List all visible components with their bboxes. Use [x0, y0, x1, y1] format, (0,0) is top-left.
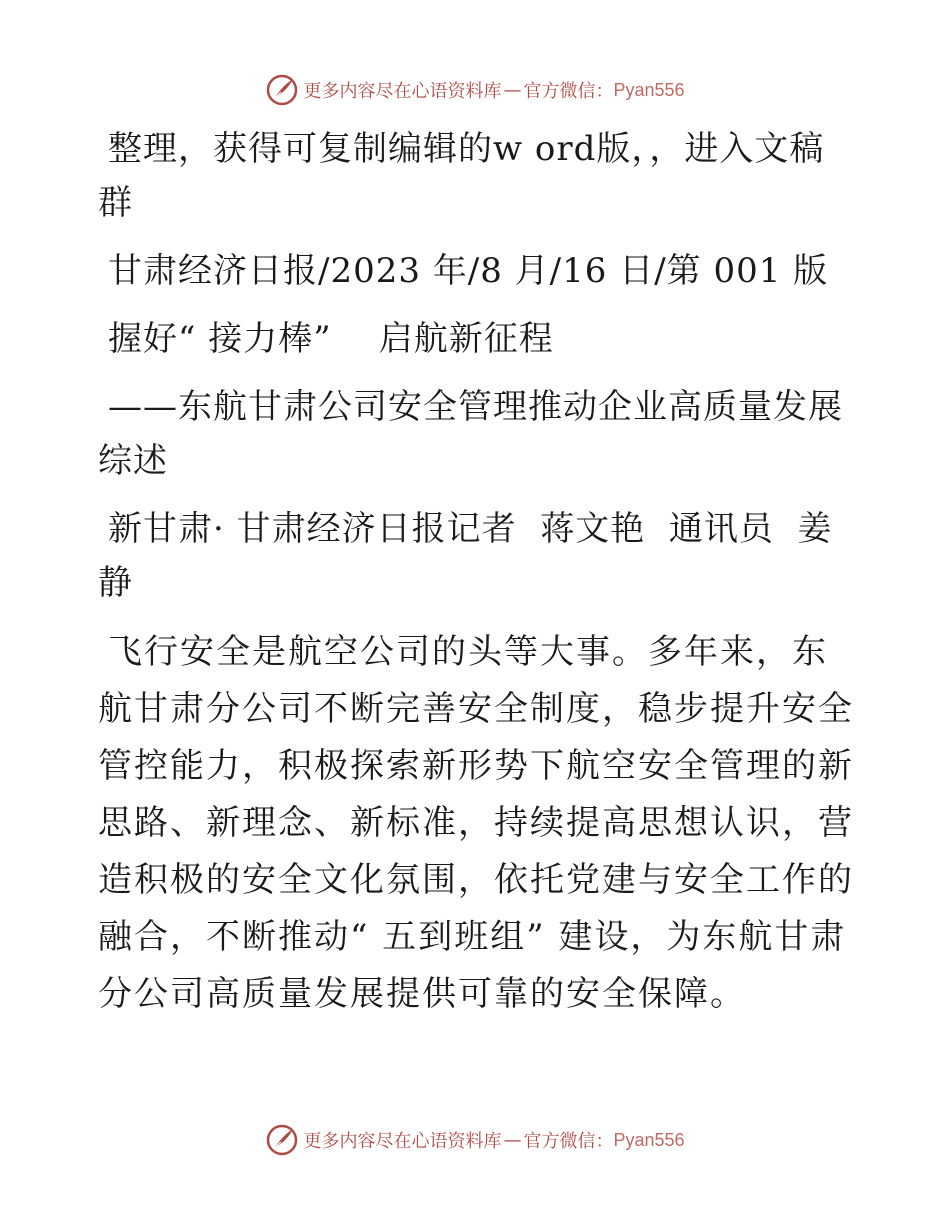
- intro-line: 整理，获得可复制编辑的w ord版，，进入文稿群: [98, 129, 825, 223]
- source-line: 甘肃经济日报/2023 年/8 月/16 日/第 001 版: [108, 251, 829, 291]
- watermark-separator: —: [503, 1129, 522, 1151]
- article-paragraph: 飞行安全是航空公司的头等大事。多年来，东航甘肃分公司不断完善安全制度，稳步提升安全管控能力，积极探索新形势下航空安全管理的新思路、新理念、新标准，持续提高思想认识，营造积极的安全文化氛围，依托党建与安全工作的融合，不断推动“ 五到班组” 建设，为东航甘肃分公司高质量发展提供可靠的安全保障。: [98, 632, 854, 1014]
- footer-watermark: [0, 1120, 950, 1160]
- document-body: [98, 122, 858, 1037]
- header-watermark: [0, 70, 950, 110]
- feather-pen-logo-icon: [265, 73, 299, 107]
- watermark-main-text: 更多内容尽在心语资料库: [303, 1131, 502, 1152]
- watermark-handle: Pyan556: [613, 1129, 685, 1150]
- article-subtitle: ——东航甘肃公司安全管理推动企业高质量发展综述: [98, 387, 843, 481]
- feather-pen-logo-icon: [265, 1123, 299, 1157]
- watermark-handle: Pyan556: [613, 79, 685, 100]
- watermark-official-label: 官方微信：: [523, 81, 614, 102]
- watermark-separator: —: [503, 79, 522, 101]
- watermark-main-text: 更多内容尽在心语资料库: [303, 81, 502, 102]
- watermark-official-label: 官方微信：: [523, 1131, 614, 1152]
- article-title: 握好“ 接力棒” 启航新征程: [108, 319, 554, 359]
- article-byline: 新甘肃· 甘肃经济日报记者 蒋文艳 通讯员 姜静: [98, 509, 833, 603]
